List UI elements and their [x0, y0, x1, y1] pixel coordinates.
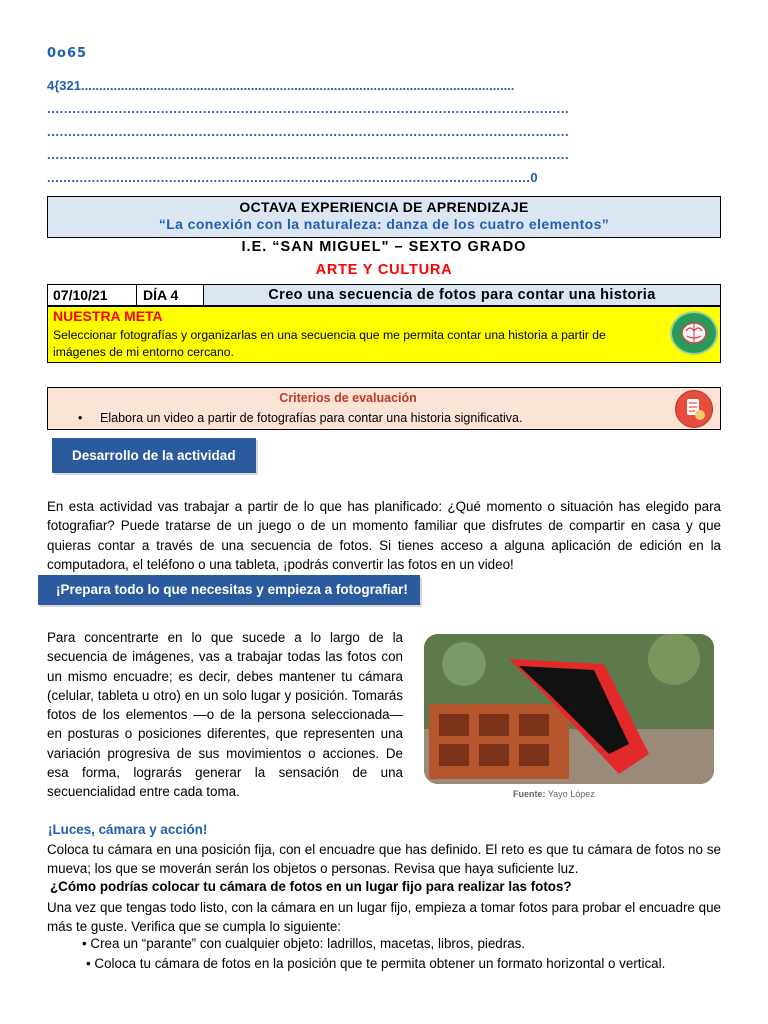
list-item: • Crea un “parante” con cualquier objeto: ladrillos, macetas, libros, piedras.: [82, 936, 526, 951]
subject-title: ARTE Y CULTURA: [315, 262, 453, 278]
dotted-line-2: ............................................................................................................................: [47, 101, 570, 116]
section-heading: ¡Luces, cámara y acción!: [48, 822, 208, 837]
dots: .......................................................................................................................: [47, 170, 531, 185]
code-prefix: 4{321: [47, 78, 81, 93]
date-cell: 07/10/21: [48, 285, 137, 305]
criteria-box: [47, 387, 721, 430]
closing-paragraph: Una vez que tengas todo listo, con la cámara en un lugar fijo, empieza a tomar fotos para probar el encuadre que más te guste. Verifica que se cumpla lo siguiente:: [47, 900, 721, 935]
question: ¿Cómo podrías colocar tu cámara de fotos en un lugar fijo para realizar las fotos?: [50, 879, 572, 894]
goal-text: Seleccionar fotografías y organizarlas en una secuencia que me permita contar una historia a partir de imágenes de mi entorno cercano.: [53, 328, 606, 359]
end-mark: 0: [530, 170, 538, 185]
list-item: • Coloca tu cámara de fotos en la posición que te permita obtener un formato horizontal o vertical.: [86, 956, 666, 971]
brain-icon: [670, 311, 718, 355]
document-code: 0o65: [47, 46, 88, 61]
dotted-line-3: ............................................................................................................................: [47, 124, 570, 139]
activity-development-banner: Desarrollo de la actividad: [52, 438, 256, 473]
photo-caption: [513, 789, 595, 799]
school-line: I.E. “SAN MIGUEL" – SEXTO GRADO: [241, 239, 527, 255]
intro-paragraph: En esta actividad vas trabajar a partir de lo que has planificado: ¿Qué momento o situación has elegido para fotografiar? Puede tratarse de un juego o de un momento familiar que disfrutes de compartir en casa y que quieras contar a través de una secuencia de fotos. Si tienes acceso a alguna aplicación de edición en la computadora, el teléfono o una tableta, ¡podrás convertir las fotos en un video!: [47, 499, 721, 572]
dotted-line-5: [47, 170, 717, 185]
prepare-banner: ¡Prepara todo lo que necesitas y empieza a fotografiar!: [38, 575, 420, 605]
day-cell: DÍA 4: [137, 285, 204, 305]
goal-box: [47, 306, 721, 363]
section-paragraph: Coloca tu cámara en una posición fija, con el encuadre que has definido. El reto es que tu cámara de fotos no se mueva; los que se moverán serán los objetos o personas. Revisa que haya suficiente luz.: [47, 842, 721, 877]
checklist-hand-icon: [675, 390, 713, 428]
dotted-line-1: [47, 78, 514, 93]
info-row: [47, 284, 721, 306]
title-box: [47, 196, 721, 238]
experience-subtitle: “La conexión con la naturaleza: danza de los cuatro elementos”: [158, 216, 610, 232]
activity-cell: Creo una secuencia de fotos para contar una historia: [204, 285, 720, 305]
side-paragraph: Para concentrarte en lo que sucede a lo largo de la secuencia de imágenes, vas a trabajar todas las fotos con un mismo encuadre; es decir, debes mantener tu cámara (celular, tableta u otro) en un solo lugar y posición. Tomarás fotos de los elementos —o de la persona seleccionada— en posturas o posiciones diferentes, que representen una variación progresiva de sus movimientos o acciones. De esa forma, lograrás generar la sensación de una secuencialidad entre cada toma.: [47, 630, 403, 800]
criteria-bullet: •: [78, 411, 83, 425]
goal-title: NUESTRA META: [53, 308, 163, 324]
brick-phone-photo: [424, 634, 714, 784]
caption-author: Yayo López: [547, 789, 595, 799]
criteria-item: Elabora un video a partir de fotografías para contar una historia significativa.: [100, 411, 523, 425]
dots: ........................................................................................................................: [80, 78, 515, 93]
caption-label: Fuente:: [513, 789, 546, 799]
experience-title: OCTAVA EXPERIENCIA DE APRENDIZAJE: [239, 199, 529, 215]
dotted-line-4: ............................................................................................................................: [47, 147, 570, 162]
criteria-title: Criterios de evaluación: [279, 391, 417, 405]
